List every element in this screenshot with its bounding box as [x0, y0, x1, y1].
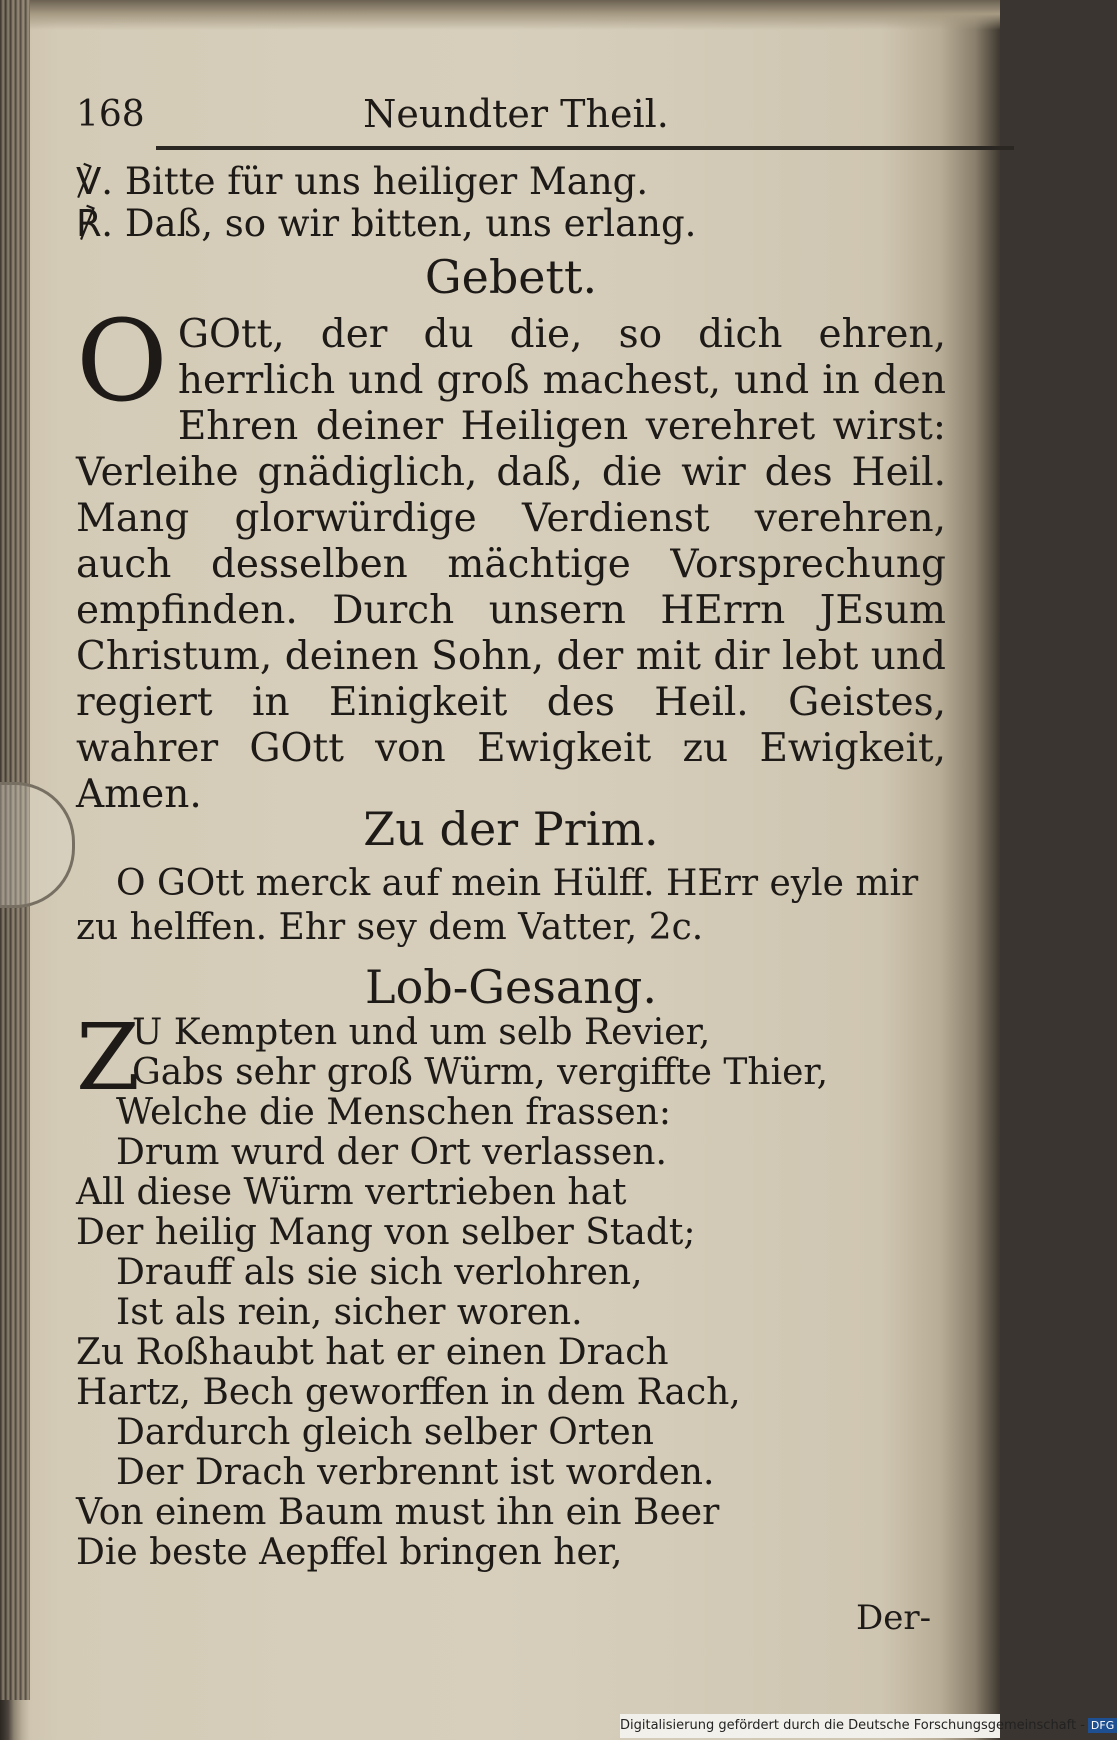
running-head [76, 90, 946, 144]
prayer-heading: Gebett. [424, 250, 598, 304]
page-number: 168 [76, 94, 145, 135]
hymn-line: Hartz, Bech geworffen in dem Rach, [76, 1372, 741, 1413]
hymn-line: All diese Würm vertrieben hat [76, 1172, 627, 1213]
page-top-shadow [30, 0, 1000, 30]
catchword: Der- [856, 1598, 932, 1638]
hymn-line: Drauff als sie sich verlohren, [116, 1252, 643, 1293]
bookmark-tab [0, 782, 75, 908]
hymn-line: Gabs sehr groß Würm, vergiffte Thier, [132, 1052, 829, 1093]
digitization-credit [620, 1714, 1115, 1738]
hymn-line: Dardurch gleich selber Orten [116, 1412, 654, 1453]
drop-cap-initial: O [76, 297, 168, 427]
header-rule [156, 146, 1014, 150]
prayer-body: GOtt, der du die, so dich ehren, herrlich und groß machest, und in den Ehren deiner Heiligen verehret wirst: Verleihe gnädiglich, daß, die wir des Heil. Mang glorwürdige Verdienst verehren, auch desselben mächtige Vorsprechung empfinden. Durch unsern HErrn JEsum Christum, deinen Sohn, der mit dir lebt und regiert in Einigkeit des Heil. Geistes, wahrer GOtt von Ewigkeit zu Ewigkeit, Amen. [76, 312, 946, 817]
response: ℟. Daß, so wir bitten, uns erlang. [76, 202, 697, 245]
credit-text: Digitalisierung gefördert durch die Deutsche Forschungsgemeinschaft - [620, 1718, 1085, 1733]
hymn-line: Die beste Aepffel bringen her, [76, 1532, 623, 1573]
prim-text: O GOtt merck auf mein Hülff. HErr eyle mir zu helffen. Ehr sey dem Vatter, 2c. [76, 863, 919, 948]
running-title: Neundter Theil. [363, 92, 669, 136]
hymn-line: Ist als rein, sicher woren. [116, 1292, 583, 1333]
versicle: ℣. Bitte für uns heiliger Mang. [76, 160, 649, 203]
hymn-line: Der Drach verbrennt ist worden. [116, 1452, 715, 1493]
hymn-line: Zu Roßhaubt hat er einen Drach [76, 1332, 669, 1373]
hymn-line: U Kempten und um selb Revier, [132, 1012, 711, 1053]
hymn-line: Von einem Baum must ihn ein Beer [76, 1492, 720, 1533]
hymn-line: Drum wurd der Ort verlassen. [116, 1132, 667, 1173]
hymn-heading: Lob-Gesang. [365, 960, 657, 1014]
prim-heading: Zu der Prim. [363, 802, 659, 856]
hymn-line: Der heilig Mang von selber Stadt; [76, 1212, 696, 1253]
dfg-logo: DFG [1088, 1718, 1117, 1733]
hymn-initial: Z [76, 1004, 140, 1111]
hymn-line: Welche die Menschen frassen: [116, 1092, 671, 1133]
prayer-text [76, 297, 946, 818]
